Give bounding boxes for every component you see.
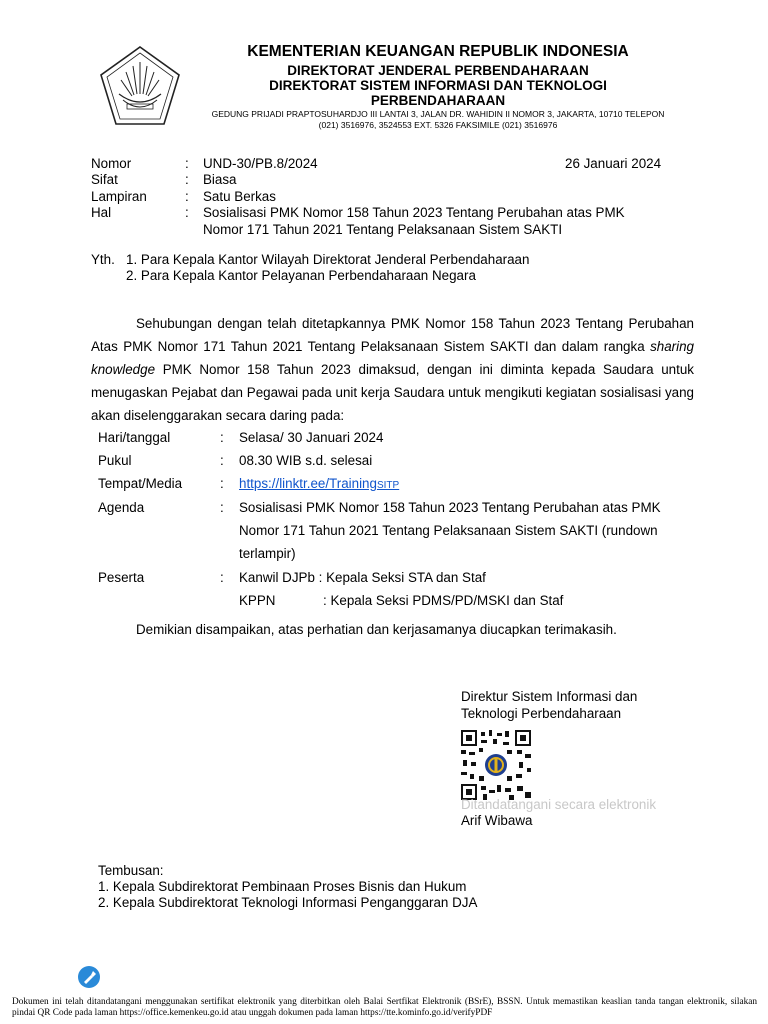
directorate-general: DIREKTORAT JENDERAL PERBENDAHARAAN: [287, 63, 589, 78]
training-link-suffix: SITP: [376, 480, 400, 491]
signer-title-line1: Direktur Sistem Informasi dan: [461, 689, 638, 704]
lampiran-colon: :: [185, 189, 189, 204]
ministry-name: KEMENTERIAN KEUANGAN REPUBLIK INDONESIA: [247, 43, 629, 60]
sifat-colon: :: [185, 172, 189, 187]
body-text-italic: sharing knowledge: [91, 339, 694, 377]
hal-label: Hal: [91, 205, 112, 220]
ministry-logo: [97, 44, 183, 130]
hari-colon: :: [220, 430, 224, 445]
training-link[interactable]: [239, 476, 399, 491]
peserta-kppn-value: : Kepala Seksi PDMS/PD/MSKI dan Staf: [323, 593, 564, 608]
directorate-line1: DIREKTORAT SISTEM INFORMASI DAN TEKNOLOGI: [269, 78, 607, 93]
agenda-line1: Sosialisasi PMK Nomor 158 Tahun 2023 Tentang Perubahan atas PMK: [239, 500, 661, 515]
agenda-line3: terlampir): [239, 546, 296, 561]
hari-label: Hari/tanggal: [98, 430, 171, 445]
esign-footer-note: Dokumen ini telah ditandatangani menggunakan sertifikat elektronik yang diterbitkan oleh Balai Sertfikat Elektronik (BSrE), BSSN. Untuk memastikan keaslian tanda tangan elektronik, silakan pindai QR Code pada laman https://office.kemenkeu.go.id atau unggah dokumen pada laman https://tte.kominfo.go.id/verifyPDF: [12, 997, 757, 1018]
cc-title: Tembusan:: [98, 863, 164, 878]
nomor-colon: :: [185, 156, 189, 171]
lampiran-value: Satu Berkas: [203, 189, 276, 204]
letterhead-address: [188, 109, 688, 131]
agenda-colon: :: [220, 500, 224, 515]
pukul-colon: :: [220, 453, 224, 468]
address-line2: (021) 3516976, 3524553 EXT. 5326 FAKSIMILE (021) 3516976: [318, 120, 558, 130]
tempat-label: Tempat/Media: [98, 476, 183, 491]
directorate-heading: [188, 63, 688, 108]
signer-name: Arif Wibawa: [461, 813, 533, 828]
tempat-colon: :: [220, 476, 224, 491]
pukul-label: Pukul: [98, 453, 132, 468]
closing-sentence: Demikian disampaikan, atas perhatian dan kerjasamanya diucapkan terimakasih.: [136, 622, 617, 637]
tempat-value: [239, 472, 699, 497]
letter-date: 26 Januari 2024: [565, 156, 662, 171]
lampiran-label: Lampiran: [91, 189, 147, 204]
address-line1: GEDUNG PRIJADI PRAPTOSUHARDJO III LANTAI 3, JALAN DR. WAHIDIN II NOMOR 3, JAKARTA, 10710 TELEPON: [211, 109, 665, 119]
body-paragraph: [91, 312, 694, 427]
nomor-value: UND-30/PB.8/2024: [203, 156, 318, 171]
esign-note: Ditandatangani secara elektronik: [461, 797, 657, 812]
agenda-line2: Nomor 171 Tahun 2021 Tentang Pelaksanaan Sistem SAKTI (rundown: [239, 523, 658, 538]
body-text-part2: PMK Nomor 158 Tahun 2023 dimaksud, dengan ini diminta kepada Saudara untuk menugaskan Pejabat dan Pegawai pada unit kerja Saudara untuk mengikuti kegiatan sosialisasi yang akan diselenggarakan secara daring pada:: [91, 362, 694, 423]
nomor-label: Nomor: [91, 156, 132, 171]
peserta-kppn-label: KPPN: [239, 593, 276, 608]
cc-item: 1. Kepala Subdirektorat Pembinaan Proses Bisnis dan Hukum: [98, 879, 467, 894]
sifat-label: Sifat: [91, 172, 118, 187]
hal-line1: Sosialisasi PMK Nomor 158 Tahun 2023 Tentang Perubahan atas PMK: [203, 205, 625, 220]
body-text-part1: Sehubungan dengan telah ditetapkannya PMK Nomor 158 Tahun 2023 Tentang Perubahan Atas PMK Nomor 171 Tahun 2021 Tentang Pelaksanaan Sistem SAKTI dan dalam rangka: [91, 316, 694, 354]
signature-qr-code: [461, 730, 531, 800]
agenda-label: Agenda: [98, 500, 145, 515]
bsre-badge-icon: [77, 965, 101, 989]
cc-item: 2. Kepala Subdirektorat Teknologi Informasi Penganggaran DJA: [98, 895, 478, 910]
training-link-text: https://linktr.ee/Training: [239, 476, 377, 491]
hal-value: [203, 205, 673, 238]
recipient-prefix: Yth.: [91, 252, 115, 267]
pukul-value: 08.30 WIB s.d. selesai: [239, 453, 373, 468]
peserta-colon: :: [220, 570, 224, 585]
directorate-line2: PERBENDAHARAAN: [370, 93, 506, 108]
signer-title: [461, 689, 721, 722]
hal-colon: :: [185, 205, 189, 220]
hal-line2: Nomor 171 Tahun 2021 Tentang Pelaksanaan Sistem SAKTI: [203, 221, 563, 237]
signer-title-line2: Teknologi Perbendaharaan: [461, 705, 622, 721]
peserta-kanwil: Kanwil DJPb : Kepala Seksi STA dan Staf: [239, 570, 486, 585]
recipient-item: 1. Para Kepala Kantor Wilayah Direktorat Jenderal Perbendaharaan: [126, 252, 530, 267]
agenda-value: [239, 496, 699, 565]
hari-value: Selasa/ 30 Januari 2024: [239, 430, 384, 445]
recipient-item: 2. Para Kepala Kantor Pelayanan Perbendaharaan Negara: [126, 268, 476, 283]
sifat-value: Biasa: [203, 172, 237, 187]
peserta-label: Peserta: [98, 570, 145, 585]
